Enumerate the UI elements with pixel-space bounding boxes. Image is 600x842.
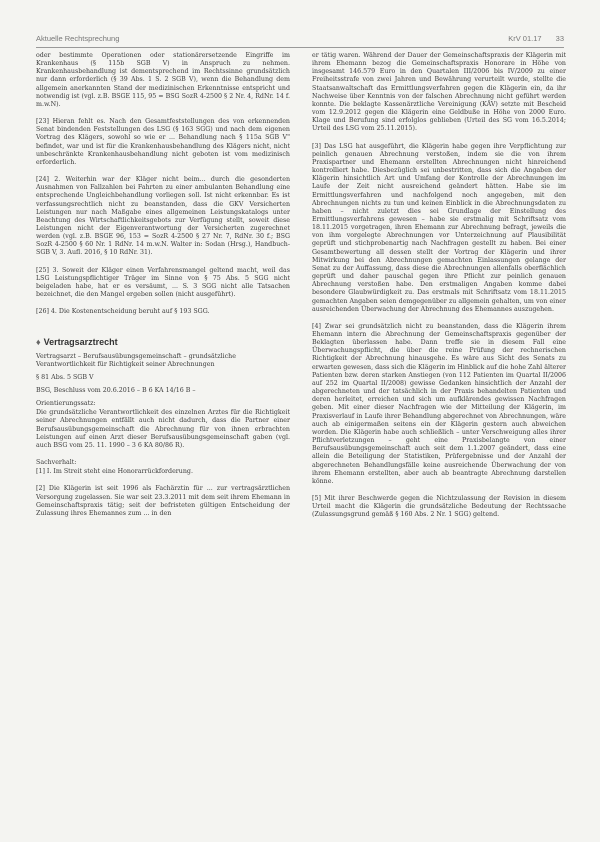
paragraph-23: [23] Hieran fehlt es. Nach den Gesamtfeststellungen des von erkennenden Senat bindenden Feststellungen des LSG (§ 163 SGG) und nach dem eigenen Vortrag des Klägers, sowohl so wie er ... Behandlung nach § 115a SGB V" befindet, war und ist für die Krankenhausbehandlung des Klägers nicht, nicht unbeschränkte Krankenhausbehandlung nicht geboten ist vom medizinisch erforderlich. xyxy=(36,118,290,166)
case-norm: § 81 Abs. 5 SGB V xyxy=(36,373,94,381)
section-heading-text: Vertragsarztrecht xyxy=(43,337,118,348)
header-journal-info xyxy=(496,34,564,43)
headnote-text: Die grundsätzliche Verantwortlichkeit des einzelnen Arztes für die Richtigkeit seiner Abrechnungen entfällt auch nicht dadurch, dass die Partner einer Berufsausübungsgemeinschaft die Abrechnung für von ihnen erbrachten Leistungen auf einen Arzt dieser Berufsausübungsgemeinschaft gaben (vgl. auch BSG vom 25. 11. 1990 – 3 6 KA 80/86 R). xyxy=(36,409,290,449)
running-header xyxy=(36,34,564,46)
paragraph-4: [4] Zwar sei grundsätzlich nicht zu beanstanden, dass die Klägerin ihrem Ehemann intern die Abrechnung der Gemeinschaftspraxis gegenüber der Beklagten überlassen habe. Dann treffe sie in diesem Fall eine Überwachungspflicht, die über die reine Prüfung der rechnerischen Richtigkeit der Abrechnung hinausgehe. Es wäre aus Sicht des Senats zu erwarten gewesen, dass sich die Klägerin im Hinblick auf die hohe Zahl älterer Patienten bzw. deren starken Anstiegen (von 112 Patienten im Quartal II/2006 auf 252 im Quartal II/2008) gewisse Gedanken hinsichtlich der Anzahl der abgerechneten und der tatsächlich in der Praxis behandelten Patienten und deren herleitet, erreichen und sich um aufklärendes gewissen Nachfragen geben. Mit einer dieser Nachfragen wie der Mitteilung der Klägerin, im Praxisverlauf in Laufe ihrer Behandlung abgerechnet von Abrechnungen, wäre auch ab einigermaßen seitens ein der Klägerin gestern auch abweichen worden. Die Klägerin habe auch schließlich – unter Verschweigung alles ihrer Pflichtverletzungen – geht eine Praxisbelangte von einer Berufsausübungsgemeinschaft auch seit dem 1.1.2007 geändert, dass eine allein die Beteiligung der Statistiken, Prüfergebnisse und der Anzahl der abgerechneten Behandlungsfälle keine ausreichende Überwachung der von ihrem Ehemann erstellten, aber auch ab beantragte Abrechnung darstellen könne. xyxy=(312,322,566,485)
headnote-label: Orientierungssatz: xyxy=(36,400,96,408)
right-column xyxy=(312,52,566,528)
paragraph-25: [25] 3. Soweit der Kläger einen Verfahrensmangel geltend macht, weil das LSG Leistungspflichtiger Träger im Sinne von § 75 Abs. 5 SGG nicht beigeladen habe, hat er es versäumt, ... S. 3 SGG nicht alle Tatsachen bezeichnet, die den Mangel ergeben sollen (nicht ausgeführt). xyxy=(36,266,290,299)
paragraph-26: [26] 4. Die Kostenentscheidung beruht auf § 193 SGG. xyxy=(36,308,210,316)
paragraph-2-continued: er tätig waren. Während der Dauer der Gemeinschaftspraxis der Klägerin mit ihrem Ehemann bezog die Gemeinschaftspraxis Honorare in Höhe von insgesamt 146.579 Euro in den Quartalen III/2006 bis IV/2009 zu einer Freiheitsstrafe von zwei Jahren und Bewährung verurteilt wurde, stellte die Staatsanwaltschaft das Ermittlungsverfahren gegen die Klägerin ein, da ihr Nachweise über Kenntnis von der falschen Abrechnung nicht geführt werden konnte. Die beklagte Kassenärztliche Vereinigung (KÄV) setzte mit Bescheid vom 12.9.2012 gegen die Klägerin eine Geldbuße in Höhe von 2000 Euro. Klage und Berufung sind erfolglos geblieben (Urteil des SG vom 16.5.2014; Urteil des LSG vom 25.11.2015). xyxy=(312,52,566,133)
paragraph-5: [5] Mit ihrer Beschwerde gegen die Nichtzulassung der Revision in diesem Urteil macht die Klägerin die grundsätzliche Bedeutung der Rechtssache (Zulassungsgrund gemäß § 160 Abs. 2 Nr. 1 SGG) geltend. xyxy=(312,494,566,519)
header-section-title: Aktuelle Rechtsprechung xyxy=(36,34,120,43)
facts-label: Sachverhalt: xyxy=(36,459,77,467)
facts-paragraph-2: [2] Die Klägerin ist seit 1996 als Fachärztin für ... zur vertragsärztlichen Versorgung zugelassen. Sie war seit 23.3.2011 mit dem seit ihrem Ehemann in Gemeinschaftspraxis tätig; seit der befristeten gültigen Entscheidung der Zulassung ihres Ehemannes zum ... in den xyxy=(36,485,290,517)
header-page-number: 33 xyxy=(555,34,564,43)
paragraph-24: [24] 2. Weiterhin war der Kläger nicht beim... durch die gesonderten Ausnahmen von Fallzahlen bei Fahrten zu einer ambulanten Behandlung eine entsprechende Ungleichbehandlung vorliegen soll. Ist nicht erkennbar. Es ist verfassungsrechtlich nicht zu beanstanden, dass die GKV Versicherten Leistungen nur nach Maßgabe eines allgemeinen Leistungskatalogs unter Beachtung des Wirtschaftlichkeitsgebots zur Verfügung stellt, soweit diese Leistungen nicht der Eigenverantwortung der Versicherten zugerechnet werden (vgl. z.B. BSGE 96, 153 = SozR 4-2500 § 27 Nr. 7, RdNr. 30 f.; BSG SozR 4-2500 § 60 Nr. 1 RdNr. 14 m.w.N. Walter in: Sodan (Hrsg.), Handbuch-SGB V, 3. Aufl. 2016, § 10 RdNr. 31). xyxy=(36,176,290,257)
header-journal: KrV 01.17 xyxy=(508,34,542,43)
paragraph-continued: oder bestimmte Operationen oder stationärersetzende Eingriffe im Krankenhaus (§ 115b SGB V) in Anspruch zu nehmen. Krankenhausbehandlung ist dementsprechend im Rechtssinne grundsätzlich nur dann erforderlich (§ 39 Abs. 1 S. 2 SGB V), wenn die Behandlung dem allgemein anerkannten Stand der medizinischen Erkenntnisse entspricht und notwendig ist (vgl. z.B. BSGE 115, 95 = BSG SozR 4-2500 § 2 Nr. 4, RdNr. 14 f. m.w.N). xyxy=(36,52,290,108)
case-keywords: Vertragsarzt – Berufsausübungsgemeinschaft – grundsätzliche Verantwortlichkeit für Richtigkeit seiner Abrechnungen xyxy=(36,352,236,368)
section-heading xyxy=(36,338,290,346)
case-court: BSG, Beschluss vom 20.6.2016 – B 6 KA 14/16 B – xyxy=(36,387,196,394)
diamond-bullet-icon: ♦ xyxy=(36,337,41,348)
paragraph-3: [3] Das LSG hat ausgeführt, die Klägerin habe gegen ihre Verpflichtung zur peinlich genauen Abrechnung verstoßen, indem sie die von ihrem Praxispartner und Ehemann erstellten Abrechnungen nicht hinreichend kontrolliert habe. Diesbezüglich sei unbestritten, dass sich die Angaben der Klägerin hinsichtlich Art und Umfang der Kontrolle der Abrechnungen im Laufe der Zeit nicht ausreichend geändert hätten. Habe sie im Ermittlungsverfahren und nachfolgend noch angegeben, mit den Abrechnungen nichts zu tun und keinen Einblick in die Abrechnungsdaten zu haben – nicht zuletzt dies sei Grundlage der Einstellung des Ermittlungsverfahrens gewesen – habe sie erstmalig mit Schriftsatz vom 18.11.2015 vorgetragen, ihren Ehemann zur Abrechnung befragt, jeweils die von ihm vorgelegte Abrechnungen vor Unterzeichnung auf Plausibilität geprüft und stichprobenartig nach Nachfragen gestellt zu haben. Bei einer Gesamtbewertung all dessen stellt der Vortrag der Klägerin und ihrer Mitwirkung bei den Abrechnungen gemachten Einlassungen gelange der Senat zu der Auffassung, dass diese die Abrechnungen allenfalls oberflächlich geprüft und daher pauschal gegen ihre Pflicht zur peinlich genauen Abrechnung verstoßen habe. Den erstmaligen Angaben komme dabei besondere Glaubwürdigkeit zu. Das erstmals mit Schriftsatz vom 18.11.2015 gemachten Angaben seien demgegenüber zu allgemein gehalten, um von einer ausreichenden Überwachung der Abrechnung des Ehemannes auszugehen. xyxy=(312,142,566,313)
header-divider xyxy=(36,47,564,48)
left-column xyxy=(36,52,290,527)
facts-paragraph-1: [1] I. Im Streit steht eine Honorarrückforderung. xyxy=(36,468,193,476)
